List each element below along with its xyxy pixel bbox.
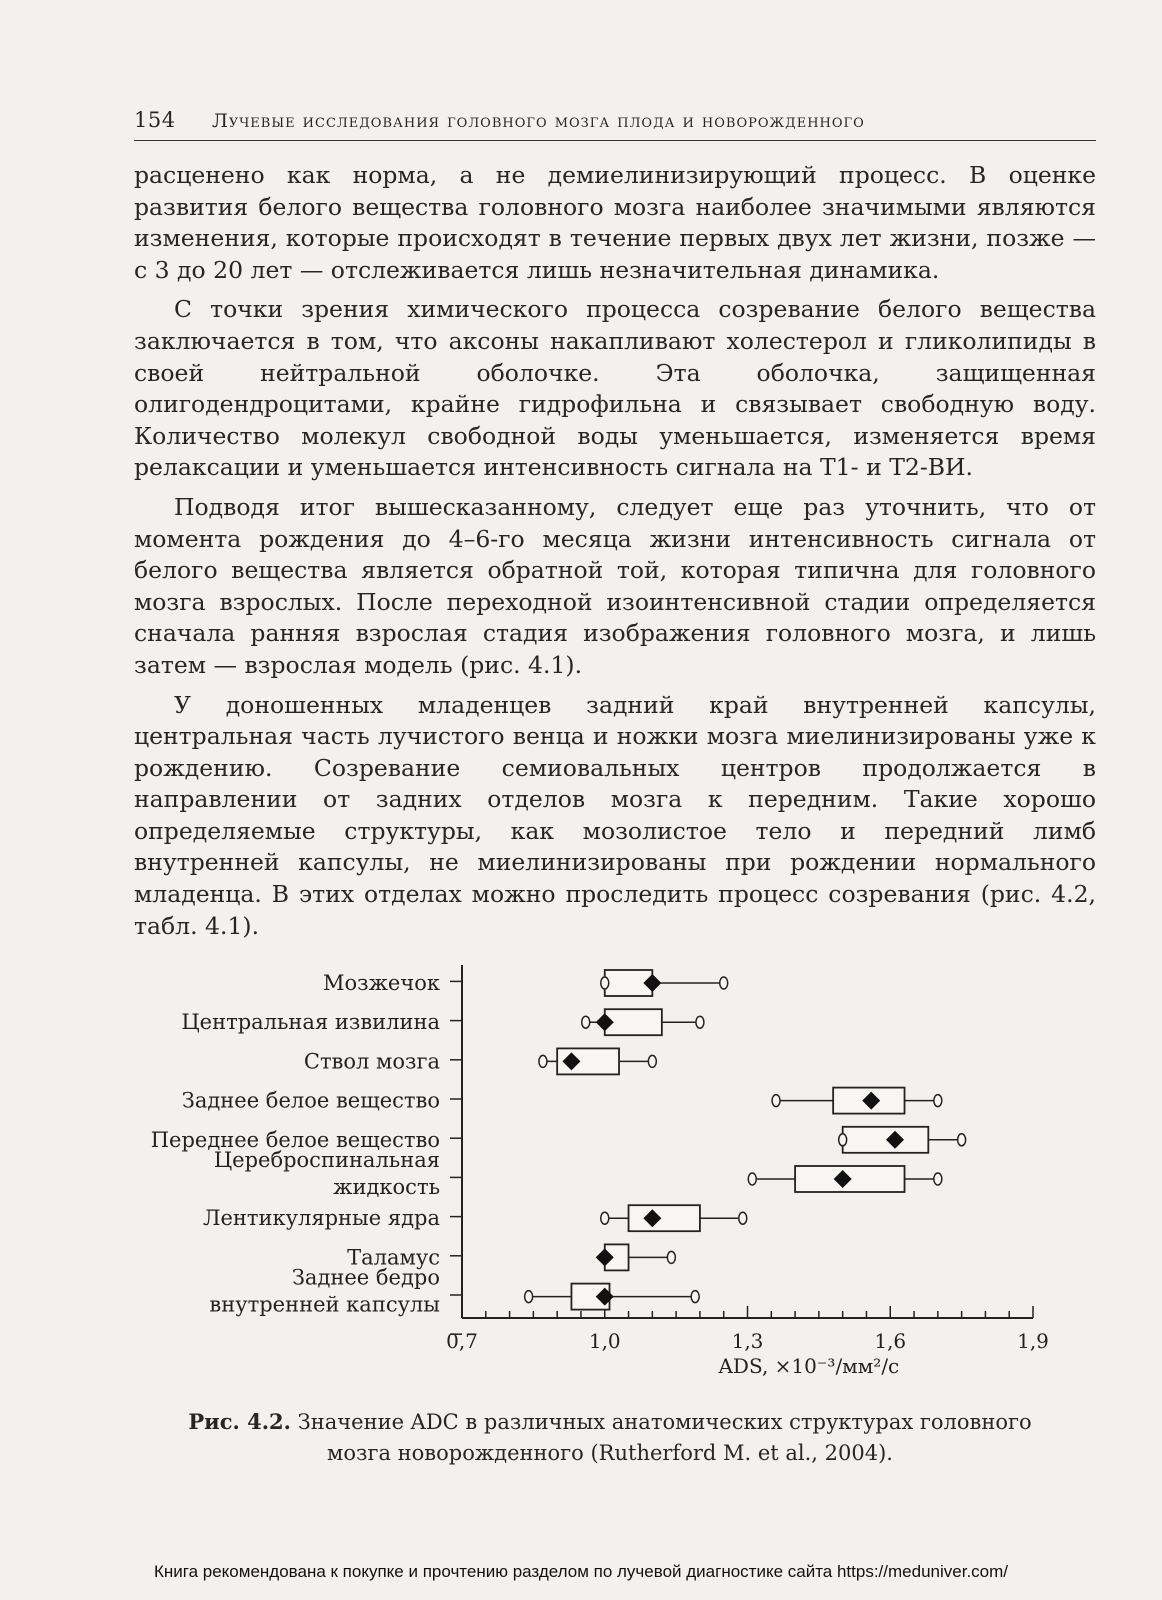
x-axis-title: ADS, ×10⁻³/мм²/с <box>718 1354 900 1378</box>
paragraph: С точки зрения химического процесса созревание белого вещества заключается в том, что аксоны накапливают холестерол и гликолипиды в своей нейтральной оболочке. Эта оболочка, защищенная олигодендроцитами, крайне гидрофильна и связывает свободную воду. Количество молекул свободной воды уменьшается, изменяется время релаксации и уменьшается интенсивность сигнала на T1- и T2-ВИ. <box>134 295 1096 482</box>
x-tick-label: 1,9 <box>1017 1329 1049 1353</box>
paragraph: У доношенных младенцев задний край внутренней капсулы, центральная часть лучистого венца и ножки мозга миелинизированы уже к рождению. Созревание семиовальных центров продолжается в направлении от задних отделов мозга к передним. Такие хорошо определяемые структуры, как мозолистое тело и передний лимб внутренней капсулы, не миелинизированы при рождении нормального младенца. В этих отделах можно проследить процесс созревания (рис. 4.2, табл. 4.1). <box>134 690 1096 940</box>
caption-label: Рис. 4.2. <box>188 1409 291 1434</box>
caption-text: Значение ADC в различных анатомических структурах головного мозга новорожденного (Rutherford M. et al., 2004). <box>297 1410 1032 1465</box>
whisker-cap <box>525 1291 533 1303</box>
whisker-cap <box>696 1016 704 1028</box>
x-tick-label: 0,7 <box>446 1329 478 1353</box>
whisker-cap <box>582 1016 590 1028</box>
figure-caption <box>160 1406 1060 1469</box>
whisker-cap <box>739 1212 747 1224</box>
page-number: 154 <box>134 108 176 132</box>
category-label: Заднее белое вещество <box>181 1088 440 1113</box>
x-tick-label: 1,0 <box>588 1329 621 1353</box>
adc-boxplot-chart <box>140 965 1060 1405</box>
iqr-box <box>629 1205 700 1231</box>
category-label: Заднее бедро <box>291 1265 440 1290</box>
x-tick-label: 1,3 <box>731 1329 764 1353</box>
category-label: Ствол мозга <box>303 1049 440 1074</box>
paragraph: Подводя итог вышесказанному, следует еще раз уточнить, что от момента рождения до 4–6-го месяца жизни интенсивность сигнала от белого вещества является обратной той, которая типична для головного мозга взрослых. После переходной изоинтенсивной стадии определяется сначала ранняя взрослая стадия изображения головного мозга, и лишь затем — взрослая модель (рис. 4.1). <box>134 492 1096 679</box>
whisker-cap <box>539 1055 547 1067</box>
whisker-cap <box>748 1173 756 1185</box>
category-label: Цереброспинальная <box>213 1148 440 1172</box>
iqr-box <box>843 1127 929 1153</box>
whisker-cap <box>958 1134 966 1146</box>
x-tick-label: 1,6 <box>874 1329 907 1353</box>
whisker-cap <box>934 1095 942 1107</box>
body-text <box>134 160 1096 950</box>
category-label: Лентикулярные ядра <box>202 1206 440 1231</box>
whisker-cap <box>601 977 609 989</box>
category-label: жидкость <box>333 1175 440 1199</box>
whisker-cap <box>772 1095 780 1107</box>
whisker-cap <box>839 1134 847 1146</box>
whisker-cap <box>601 1212 609 1224</box>
footer-note: Книга рекомендована к покупке и прочтению разделом по лучевой диагностике сайта https://meduniver.com/ <box>153 1562 1009 1581</box>
category-label: Таламус <box>347 1245 440 1270</box>
header-divider <box>134 140 1096 141</box>
paragraph: расценено как норма, а не демиелинизирующий процесс. В оценке развития белого вещества головного мозга наиболее значимыми являются изменения, которые происходят в течение первых двух лет жизни, позже — с 3 до 20 лет — отслеживается лишь незначительная динамика. <box>134 161 1096 284</box>
whisker-cap <box>648 1055 656 1067</box>
whisker-cap <box>720 977 728 989</box>
whisker-cap <box>691 1291 699 1303</box>
category-label: Центральная извилина <box>181 1010 440 1035</box>
category-label: Мозжечок <box>323 971 440 995</box>
category-label: внутренней капсулы <box>209 1292 440 1317</box>
whisker-cap <box>934 1173 942 1185</box>
category-label: Переднее белое вещество <box>150 1127 440 1152</box>
running-title: Лучевые исследования головного мозга плода и новорожденного <box>212 110 865 132</box>
whisker-cap <box>667 1251 675 1263</box>
